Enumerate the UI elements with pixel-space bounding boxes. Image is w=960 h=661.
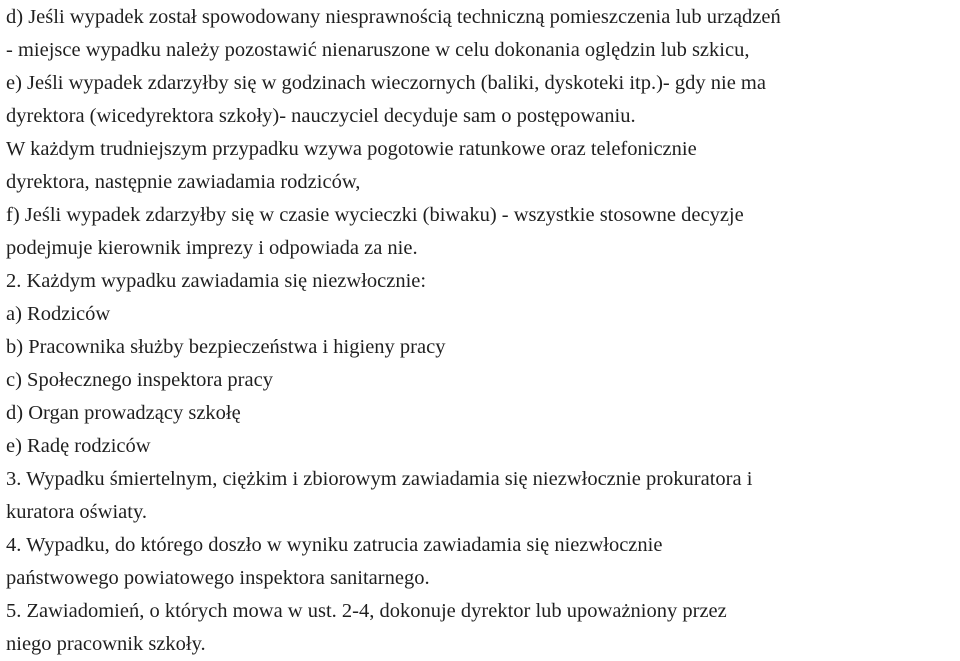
text-line: kuratora oświaty. [6, 501, 147, 523]
text-line: niego pracownik szkoły. [6, 633, 206, 655]
text-line: b) Pracownika służby bezpieczeństwa i higieny pracy [6, 336, 446, 358]
text-line: W każdym trudniejszym przypadku wzywa pogotowie ratunkowe oraz telefonicznie [6, 138, 697, 160]
text-line: a) Rodziców [6, 303, 111, 325]
text-line: - miejsce wypadku należy pozostawić nienaruszone w celu dokonania oględzin lub szkicu, [6, 39, 750, 61]
text-line: d) Jeśli wypadek został spowodowany niesprawnością techniczną pomieszczenia lub urządzeń [6, 6, 781, 28]
text-line: 5. Zawiadomień, o których mowa w ust. 2-4, dokonuje dyrektor lub upoważniony przez [6, 600, 727, 622]
text-line: dyrektora, następnie zawiadamia rodziców, [6, 171, 361, 193]
text-line: e) Radę rodziców [6, 435, 151, 457]
text-line: 3. Wypadku śmiertelnym, ciężkim i zbiorowym zawiadamia się niezwłocznie prokuratora i [6, 468, 753, 490]
text-line: f) Jeśli wypadek zdarzyłby się w czasie wycieczki (biwaku) - wszystkie stosowne decyzje [6, 204, 744, 226]
text-line: państwowego powiatowego inspektora sanitarnego. [6, 567, 430, 589]
text-line: c) Społecznego inspektora pracy [6, 369, 273, 391]
text-line: 2. Każdym wypadku zawiadamia się niezwłocznie: [6, 270, 427, 292]
text-line: podejmuje kierownik imprezy i odpowiada za nie. [6, 237, 418, 259]
text-line: 4. Wypadku, do którego doszło w wyniku zatrucia zawiadamia się niezwłocznie [6, 534, 663, 556]
text-line: d) Organ prowadzący szkołę [6, 402, 241, 424]
text-line: e) Jeśli wypadek zdarzyłby się w godzinach wieczornych (baliki, dyskoteki itp.)- gdy nie ma [6, 72, 766, 94]
text-line: dyrektora (wicedyrektora szkoły)- nauczyciel decyduje sam o postępowaniu. [6, 105, 636, 127]
